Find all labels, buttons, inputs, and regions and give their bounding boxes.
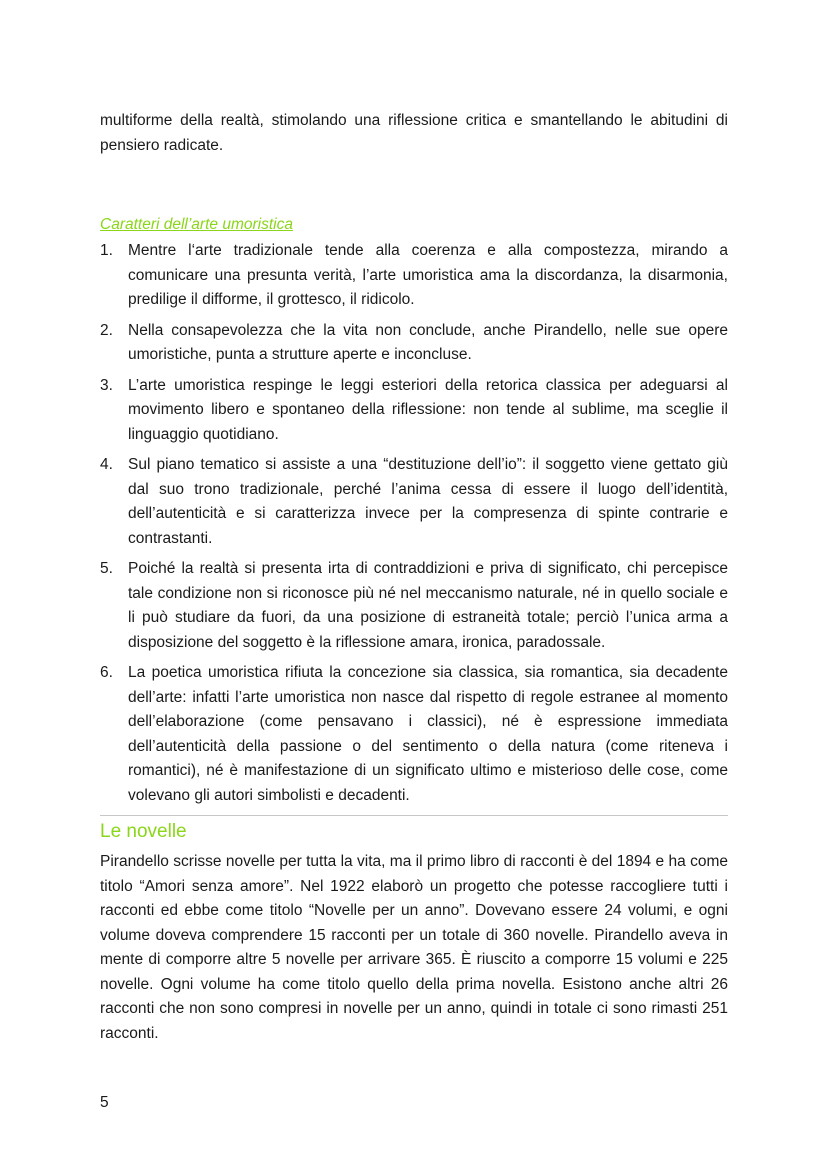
list-item-number: 3. <box>100 376 113 394</box>
page-content <box>100 109 728 1046</box>
list-item <box>100 661 728 808</box>
characteristics-list <box>100 239 728 808</box>
page-number: 5 <box>100 1094 109 1111</box>
list-item <box>100 557 728 655</box>
novelle-paragraph: Pirandello scrisse novelle per tutta la vita, ma il primo libro di racconti è del 1894 e ha come titolo “Amori senza amore”. Nel 1922 elaborò un progetto che potesse raccogliere tutti i racconti ed ebbe come titolo “Novelle per un anno”. Dovevano essere 24 volumi, e ogni volume doveva comprendere 15 racconti per un totale di 360 novelle. Pirandello aveva in mente di comporre altre 5 novelle per arrivare 365. È riuscito a comporre 15 volumi e 225 novelle. Ogni volume ha come titolo quello della prima novella. Esistono anche altri 26 racconti che non sono compresi in novelle per un anno, quindi in totale ci sono rimasti 251 racconti. <box>100 853 728 1042</box>
list-item-text: Mentre l‘arte tradizionale tende alla coerenza e alla compostezza, mirando a comunicare una presunta verità, l’arte umoristica ama la discordanza, la disarmonia, predilige il difforme, il grottesco, il ridicolo. <box>128 242 728 308</box>
list-item-text: L’arte umoristica respinge le leggi esteriori della retorica classica per adeguarsi al movimento libero e spontaneo della riflessione: non tende al sublime, ma sceglie il linguaggio quotidiano. <box>128 376 728 443</box>
list-item <box>100 239 728 313</box>
list-item-number: 6. <box>100 664 113 681</box>
list-item-text: Nella consapevolezza che la vita non conclude, anche Pirandello, nelle sue opere umoristiche, punta a strutture aperte e inconcluse. <box>128 321 728 363</box>
list-item-number: 4. <box>100 456 113 473</box>
section-divider <box>100 815 728 816</box>
list-item-text: Sul piano tematico si assiste a una “destituzione dell’io”: il soggetto viene gettato giù dal suo trono tradizionale, perché l’anima cessa di essere il luogo dell’identità, dell’autenticità e si caratterizza invece per la compresenza di spinte contrarie e contrastanti. <box>128 456 728 547</box>
list-item <box>100 319 728 368</box>
list-item-number: 2. <box>100 321 113 339</box>
subheading-caratteri: Caratteri dell’arte umoristica <box>100 216 293 233</box>
section-title-novelle: Le novelle <box>100 821 187 842</box>
list-item <box>100 374 728 448</box>
list-item-number: 5. <box>100 560 113 577</box>
list-item-text: Poiché la realtà si presenta irta di contraddizioni e priva di significato, chi percepisce tale condizione non si riconosce più né nel meccanismo naturale, né in quello sociale e li può studiare da fuori, da una posizione di estraneità totale; perciò l’unica arma a disposizione del soggetto è la riflessione amara, ironica, paradossale. <box>128 560 728 651</box>
list-item-number: 1. <box>100 242 113 259</box>
list-item-text: La poetica umoristica rifiuta la concezione sia classica, sia romantica, sia decadente dell’arte: infatti l’arte umoristica non nasce dal rispetto di regole estranee al momento dell’elaborazione (come pensavano i classici), né è espressione immediata dell’autenticità della passione o del sentimento o della natura (come riteneva i romantici), né è manifestazione di un significato ultimo e misterioso delle cose, come volevano gli autori simbolisti e decadenti. <box>128 664 728 804</box>
intro-paragraph: multiforme della realtà, stimolando una riflessione critica e smantellando le abitudini di pensiero radicate. <box>100 112 728 154</box>
list-item <box>100 453 728 551</box>
